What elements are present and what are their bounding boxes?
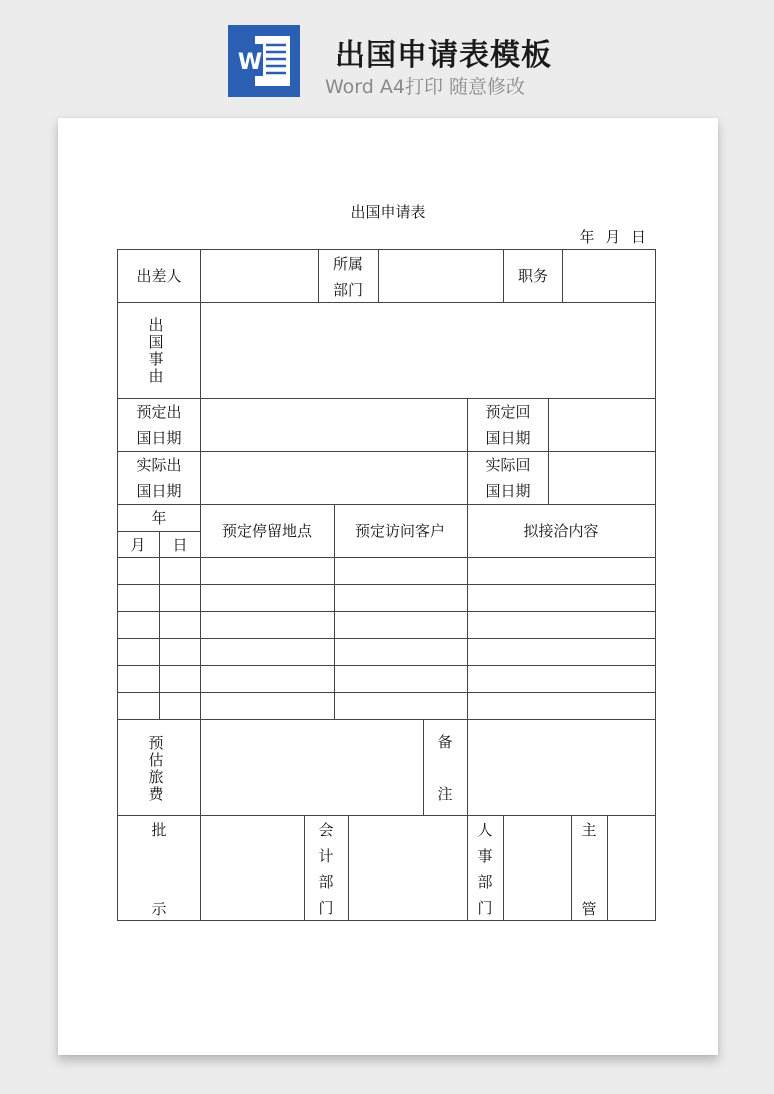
position-label: 职务 — [517, 267, 549, 285]
hr-label-char4: 门 — [477, 899, 493, 917]
accounting-label-char2: 计 — [318, 847, 334, 865]
actual-depart-label-line1: 实际出 — [136, 456, 182, 474]
banner-subtitle: Word A4打印 随意修改 — [325, 76, 526, 98]
dept-label-line2: 部门 — [332, 281, 364, 299]
date-line: 年 月 日 — [579, 228, 646, 246]
expense-label-char3: 旅 — [148, 768, 164, 786]
accounting-label-char3: 部 — [318, 873, 334, 891]
reason-label-char2: 国 — [148, 333, 164, 351]
expense-label-char2: 估 — [148, 751, 164, 769]
document-page — [58, 118, 718, 1055]
hr-label-char1: 人 — [477, 821, 493, 839]
location-header: 预定停留地点 — [221, 522, 313, 540]
hr-label-char2: 事 — [477, 847, 493, 865]
traveler-label: 出差人 — [136, 267, 182, 285]
remark-label-char2: 注 — [437, 785, 453, 803]
expense-label-char4: 费 — [148, 785, 164, 803]
content-header: 拟接洽内容 — [523, 522, 599, 540]
dept-label-line1: 所属 — [332, 255, 364, 273]
supervisor-label-char2: 管 — [581, 900, 597, 918]
accounting-label-char1: 会 — [318, 821, 334, 839]
document-title: 出国申请表 — [350, 203, 426, 221]
reason-label-char1: 出 — [148, 316, 164, 334]
reason-label-char3: 事 — [148, 350, 164, 368]
word-doc-icon — [228, 25, 300, 97]
word-icon-letter: W — [237, 50, 263, 75]
banner-title: 出国申请表模板 — [335, 38, 552, 73]
approval-label-char1: 批 — [151, 821, 167, 839]
application-form-table — [58, 118, 718, 1055]
reason-label-char4: 由 — [148, 367, 164, 385]
hr-label-char3: 部 — [477, 873, 493, 891]
expense-label-char1: 预 — [148, 734, 164, 752]
planned-return-label-line1: 预定回 — [485, 403, 531, 421]
planned-depart-label-line1: 预定出 — [136, 403, 182, 421]
itinerary-month-label: 月 — [130, 536, 146, 554]
header-banner — [0, 0, 774, 118]
supervisor-label-char1: 主 — [581, 821, 597, 839]
itinerary-day-label: 日 — [172, 536, 188, 554]
actual-return-label-line1: 实际回 — [485, 456, 531, 474]
client-header: 预定访问客户 — [354, 522, 446, 540]
remark-label-char1: 备 — [437, 733, 453, 751]
itinerary-year-label: 年 — [151, 509, 167, 527]
accounting-label-char4: 门 — [318, 899, 334, 917]
table-grid — [118, 250, 656, 921]
planned-depart-label-line2: 国日期 — [136, 429, 182, 447]
approval-label-char2: 示 — [151, 900, 167, 918]
actual-depart-label-line2: 国日期 — [136, 482, 182, 500]
actual-return-label-line2: 国日期 — [485, 482, 531, 500]
planned-return-label-line2: 国日期 — [485, 429, 531, 447]
